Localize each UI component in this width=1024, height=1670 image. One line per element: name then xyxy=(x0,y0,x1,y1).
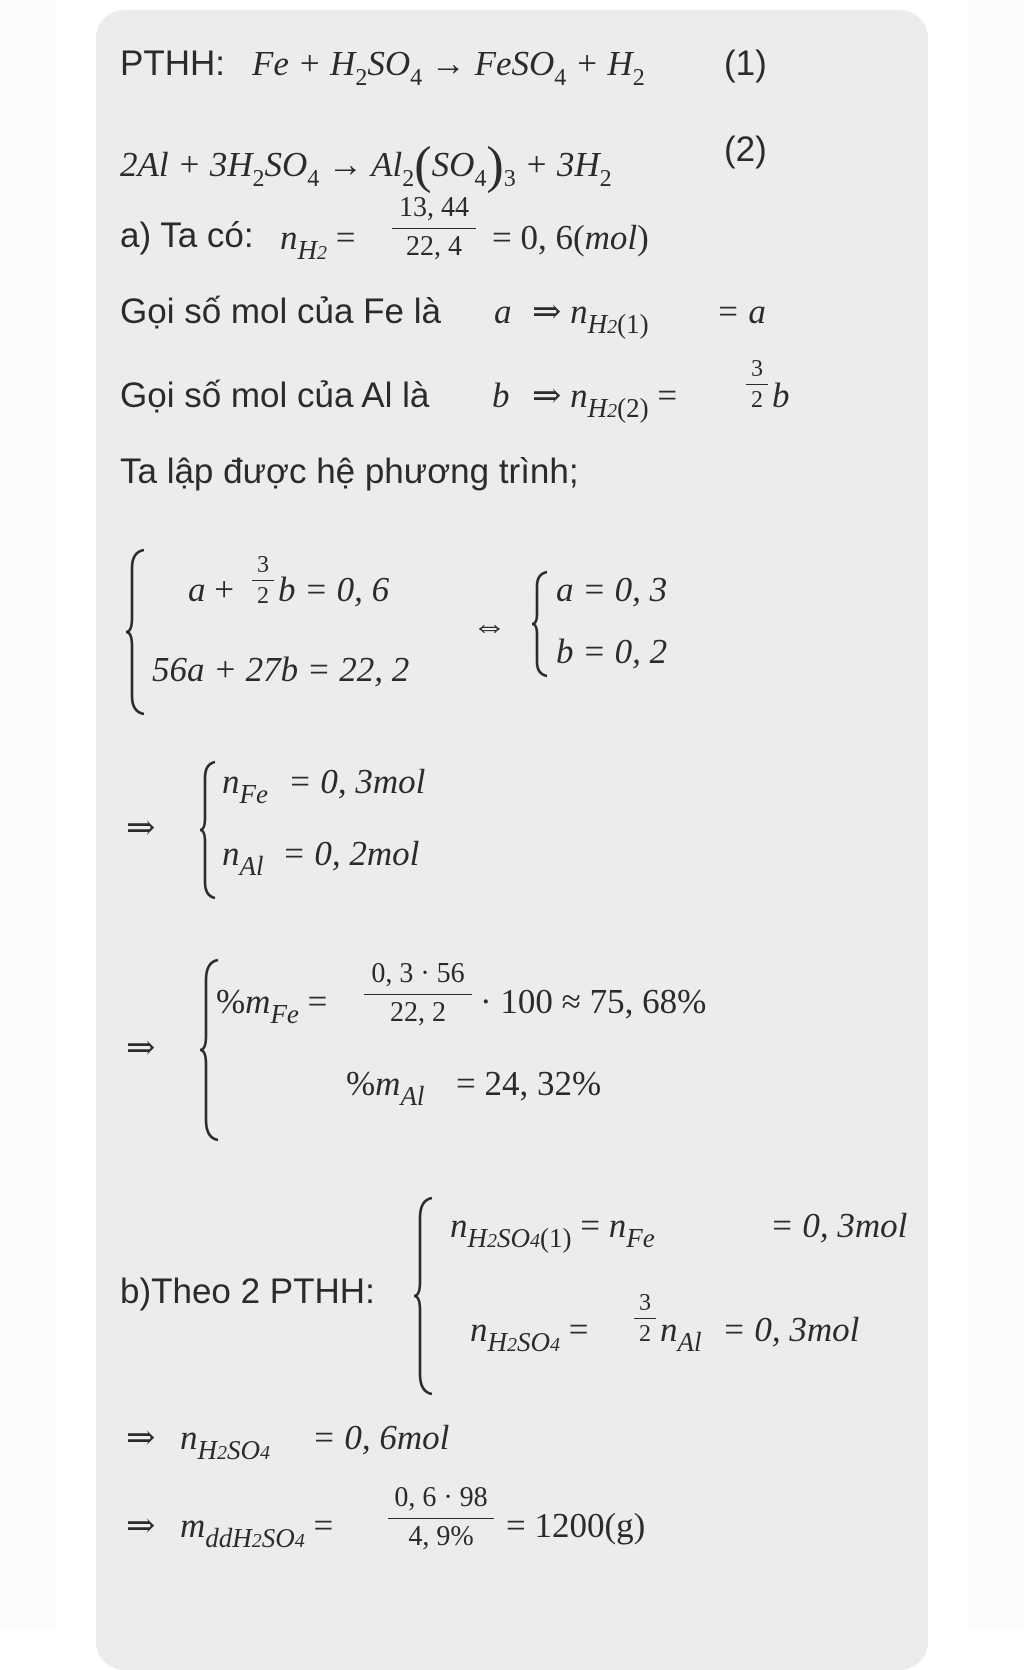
right-margin xyxy=(968,0,1024,1629)
n-h2so4-2: $n_{H2SO4}$ = xyxy=(470,1310,589,1357)
three-halves-1: 3 2 xyxy=(746,356,768,413)
n-h2so4-2-value: = 0, 3mol xyxy=(722,1310,860,1349)
reaction-1-tag: (1) xyxy=(724,44,767,83)
h2-fraction-denominator: 22, 4 xyxy=(406,231,462,262)
fe-moles-label: Gọi số mol của Fe là xyxy=(120,292,441,331)
h2-result: = 0, 6(mol) xyxy=(492,218,649,257)
ta-co-label: a) Ta có: xyxy=(120,216,254,255)
al-result: b xyxy=(772,376,790,415)
solution-b: b = 0, 2 xyxy=(556,632,668,671)
percent-al: $\%m_{Al}$ xyxy=(346,1064,425,1111)
n-h2so4-total-value: = 0, 6mol xyxy=(312,1418,450,1457)
n-fe-value: = 0, 3mol xyxy=(288,762,426,801)
mass-result: = 1200(g) xyxy=(506,1506,646,1545)
left-brace-1 xyxy=(124,548,148,716)
implies-3: ⇒ xyxy=(126,1028,156,1067)
percent-fe-denominator: 22, 2 xyxy=(390,997,446,1028)
n-h2-symbol: $n_{H2}$ = xyxy=(280,218,356,265)
eq2: 56a + 27b = 22, 2 xyxy=(152,650,410,689)
system-intro: Ta lập được hệ phương trình; xyxy=(120,452,579,491)
left-brace-3 xyxy=(198,760,218,900)
percent-fe: $\%m_{Fe}$ = xyxy=(216,982,328,1029)
n-al-value: = 0, 2mol xyxy=(282,834,420,873)
reaction-2-tag: (2) xyxy=(724,130,767,169)
eq1-a: a + xyxy=(188,570,234,609)
pthh-label: PTHH: xyxy=(120,44,225,83)
n-al-term: $n_{Al}$ xyxy=(660,1310,702,1357)
percent-fe-fraction xyxy=(364,958,472,1029)
left-margin xyxy=(0,0,56,1629)
eq1-rest: b = 0, 6 xyxy=(278,570,390,609)
three-halves-3: 3 2 xyxy=(634,1290,656,1347)
three-halves-2: 3 2 xyxy=(252,552,274,609)
part-b-label: b)Theo 2 PTHH: xyxy=(120,1272,375,1311)
implies-2: ⇒ xyxy=(126,808,156,847)
al-variable: b xyxy=(492,376,510,415)
mass-fraction-numerator: 0, 6 · 98 xyxy=(394,1482,488,1513)
n-h2so4-1: $n_{H2SO4(1)} = n_{Fe}$ xyxy=(450,1206,655,1253)
percent-fe-result: · 100 ≈ 75, 68% xyxy=(480,982,707,1021)
h2-fraction xyxy=(392,192,476,263)
equivalence-symbol: ⇔ xyxy=(472,606,507,645)
mass-fraction-denominator: 4, 9% xyxy=(408,1521,474,1552)
h2-fraction-numerator: 13, 44 xyxy=(399,192,469,223)
implies-4: ⇒ xyxy=(126,1418,156,1457)
implies-5: ⇒ xyxy=(126,1506,156,1545)
n-h2so4-total: $n_{H2SO4}$ xyxy=(180,1418,270,1465)
percent-al-result: = 24, 32% xyxy=(456,1064,602,1103)
mass-dd-h2so4: $m_{ddH2SO4}$ = xyxy=(180,1506,334,1553)
n-h2so4-1-value: = 0, 3mol xyxy=(770,1206,908,1245)
mass-fraction xyxy=(388,1482,494,1553)
al-implication: ⇒ $n_{H2(2)}$ = xyxy=(532,376,678,423)
reaction-1-equation: $Fe + H_2SO_4$ → FeSO$_4$ + $H_2$ xyxy=(252,44,645,91)
fe-implication: ⇒ $n_{H2(1)}$ xyxy=(532,292,649,339)
percent-fe-numerator: 0, 3 · 56 xyxy=(371,958,465,989)
n-al: $n_{Al}$ xyxy=(222,834,264,881)
fe-result: = a xyxy=(716,292,766,331)
left-brace-5 xyxy=(412,1196,436,1396)
reaction-2-equation: $2Al + 3H_2SO_4 \to Al_2(SO_4)_3 + 3H_2$ xyxy=(120,137,612,194)
al-moles-label: Gọi số mol của Al là xyxy=(120,376,430,415)
left-brace-2 xyxy=(530,570,550,678)
solution-a: a = 0, 3 xyxy=(556,570,668,609)
fe-variable: a xyxy=(494,292,512,331)
n-fe: $n_{Fe}$ xyxy=(222,762,268,809)
